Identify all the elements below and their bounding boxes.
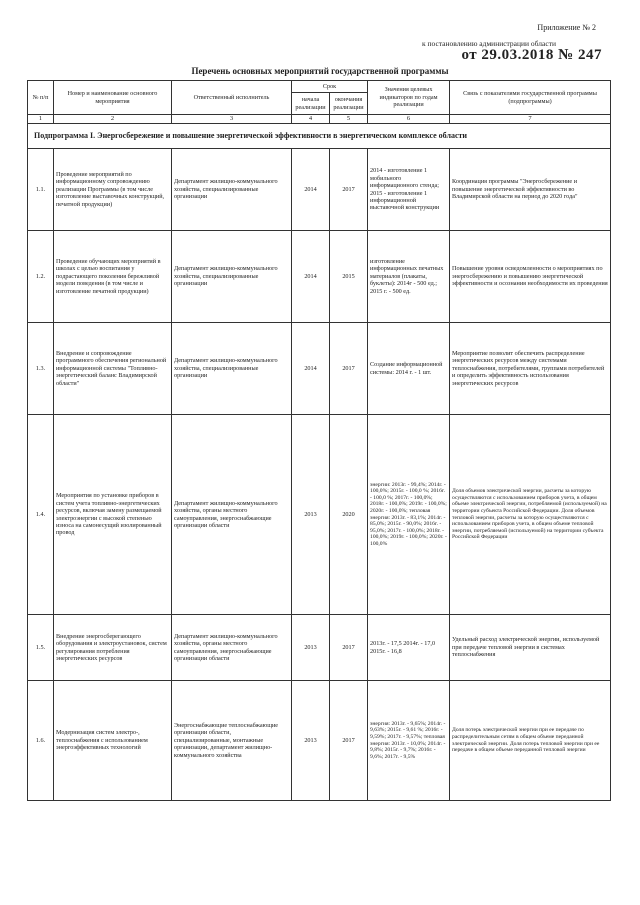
- appendix-label: Приложение № 2: [537, 23, 596, 32]
- row-link: Повышение уровня осведомленности о мероприятиях по энергосбережению и повышению энергетической эффективности и осознания необходимости их проведения: [450, 231, 611, 323]
- row-end: 2020: [330, 415, 368, 615]
- row-name: Внедрение и сопровождение программного обеспечения региональной информационной системы "Топливно-энергетический баланс Владимирской области": [54, 323, 172, 415]
- measures-table: [27, 80, 611, 801]
- row-indicators: энергия: 2013г. - 9,65%; 2014г. - 9,63%; 2015г. - 9,61 %; 2016г. - 9,59%; 2017г. - 9,57%; тепловая энергия: 2013г. - 10,0%; 2014г. - 9,8%; 2015г. - 9,7%; 2016г. - 9,6%; 2017г. - 9,5%: [368, 681, 450, 801]
- row-name: Проведение мероприятий по информационному сопровождению реализации Программы (в том числе изготовление выставочных конструкций, печатной продукции): [54, 149, 172, 231]
- row-link: Доля объемов электрической энергии, расчеты за которую осуществляются с использованием приборов учета, в общем объеме электрической энергии, потребляемой (используемой) на территории субъекта Российской Федерации. Доля объемов тепловой энергии, расчеты за которую осуществляются с использованием приборов учета, в общем объеме тепловой энергии, потребляемой (используемой) на территории субъекта Российской Федерации: [450, 415, 611, 615]
- header-link: Связь с показателями государственной программы (подпрограммы): [450, 81, 611, 115]
- column-number: 6: [368, 115, 450, 124]
- column-number: 3: [172, 115, 292, 124]
- row-end: 2017: [330, 615, 368, 681]
- row-num: 1.1.: [28, 149, 54, 231]
- row-num: 1.2.: [28, 231, 54, 323]
- row-indicators: Создание информационной системы: 2014 г. - 1 шт.: [368, 323, 450, 415]
- header-term: Срок: [292, 81, 368, 93]
- row-link: Мероприятие позволит обеспечить распределение энергетических ресурсов между системами теплоснабжения, потребителями, группами потребителей и определить эффективность использования энергетических ресурсов: [450, 323, 611, 415]
- row-start: 2014: [292, 323, 330, 415]
- row-executor: Департамент жилищно-коммунального хозяйства, органы местного самоуправления, энергоснабжающие организации области: [172, 415, 292, 615]
- document-title: Перечень основных мероприятий государственной программы: [191, 66, 449, 76]
- header-num: № п/п: [28, 81, 54, 115]
- row-start: 2013: [292, 681, 330, 801]
- column-number: 2: [54, 115, 172, 124]
- header-start: начала реализации: [292, 93, 330, 115]
- row-end: 2017: [330, 149, 368, 231]
- header-name: Номер и наименование основного мероприятия: [54, 81, 172, 115]
- row-num: 1.4.: [28, 415, 54, 615]
- row-indicators: энергии: 2013г. - 99,4%; 2014г. - 100,0%; 2015г. - 100,0 %; 2016г. - 100,0 %; 2017г. - 100,0%; 2018г. - 100,0%; 2019г. - 100,0%; 2020г. - 100,0%; тепловая энергия: 2013г. - 83,1%; 2014г. - 85,0%; 2015г. - 90,0%; 2016г. - 95,0%; 2017г. - 100,0%; 2018г. - 100,0%; 2019г. - 100,0%; 2020г. - 100,0%: [368, 415, 450, 615]
- row-name: Внедрение энергосберегающего оборудования и электроустановок, систем регулирования потребления энергетических ресурсов: [54, 615, 172, 681]
- row-link: Удельный расход электрической энергии, используемой при передаче тепловой энергии в системах теплоснабжения: [450, 615, 611, 681]
- header-end: окончания реализации: [330, 93, 368, 115]
- row-executor: Департамент жилищно-коммунального хозяйства, специализированные организации: [172, 149, 292, 231]
- row-end: 2015: [330, 231, 368, 323]
- column-number: 7: [450, 115, 611, 124]
- row-num: 1.5.: [28, 615, 54, 681]
- row-start: 2014: [292, 149, 330, 231]
- table-row: [28, 323, 611, 415]
- row-executor: Департамент жилищно-коммунального хозяйства, специализированные организации: [172, 231, 292, 323]
- column-number: 1: [28, 115, 54, 124]
- row-end: 2017: [330, 323, 368, 415]
- row-end: 2017: [330, 681, 368, 801]
- row-start: 2013: [292, 615, 330, 681]
- row-link: Доля потерь электрической энергии при ее передаче по распределительным сетям в общем объеме переданной электрической энергии. Доля потерь тепловой энергии при ее передаче в общем объеме переданной тепловой энергии: [450, 681, 611, 801]
- table-row: [28, 615, 611, 681]
- subprogram-title: Подпрограмма I. Энергосбережение и повышение энергетической эффективности в энергетическом комплексе области: [28, 124, 611, 149]
- table-row: [28, 415, 611, 615]
- row-name: Модернизация систем электро-, теплоснабжения с использованием энергоэффективных технологий: [54, 681, 172, 801]
- header-indicators: Значения целевых индикаторов по годам реализации: [368, 81, 450, 115]
- header-executor: Ответственный исполнитель: [172, 81, 292, 115]
- table-row: [28, 231, 611, 323]
- row-name: Мероприятия по установке приборов в систем учета топливно-энергетических ресурсов, включая замену размещаемой электроэнергии с высокой степенью износа на самонесущий изолированный провод: [54, 415, 172, 615]
- row-indicators: 2014 - изготовление 1 мобильного информационного стенда; 2015 - изготовление 1 информационной выставочной конструкции: [368, 149, 450, 231]
- decree-reference: к постановлению администрации области: [422, 39, 556, 48]
- row-executor: Энергоснабжающие теплоснабжающие организации области, специализированные, монтажные организации, департамент жилищно-коммунального хозяйства: [172, 681, 292, 801]
- row-start: 2013: [292, 415, 330, 615]
- row-link: Координация программы "Энергосбережение и повышение энергетической эффективности во Владимирской области на период до 2020 года": [450, 149, 611, 231]
- row-indicators: изготовление информационных печатных материалов (плакаты, буклеты): 2014г - 500 ед.; 2015 г. - 500 ед.: [368, 231, 450, 323]
- column-number: 5: [330, 115, 368, 124]
- column-number: 4: [292, 115, 330, 124]
- table-row: [28, 149, 611, 231]
- row-name: Проведение обучающих мероприятий в школах с целью воспитания у подрастающего поколения бережливой модели поведения (в том числе и изготовление печатной продукции): [54, 231, 172, 323]
- row-num: 1.6.: [28, 681, 54, 801]
- table-row: [28, 681, 611, 801]
- row-start: 2014: [292, 231, 330, 323]
- row-indicators: 2013г. - 17,5 2014г. - 17,0 2015г. - 16,8: [368, 615, 450, 681]
- row-num: 1.3.: [28, 323, 54, 415]
- row-executor: Департамент жилищно-коммунального хозяйства, органы местного самоуправления, энергоснабжающие организации области: [172, 615, 292, 681]
- row-executor: Департамент жилищно-коммунального хозяйства, специализированные организации: [172, 323, 292, 415]
- decree-date-stamp: от 29.03.2018 № 247: [461, 47, 602, 63]
